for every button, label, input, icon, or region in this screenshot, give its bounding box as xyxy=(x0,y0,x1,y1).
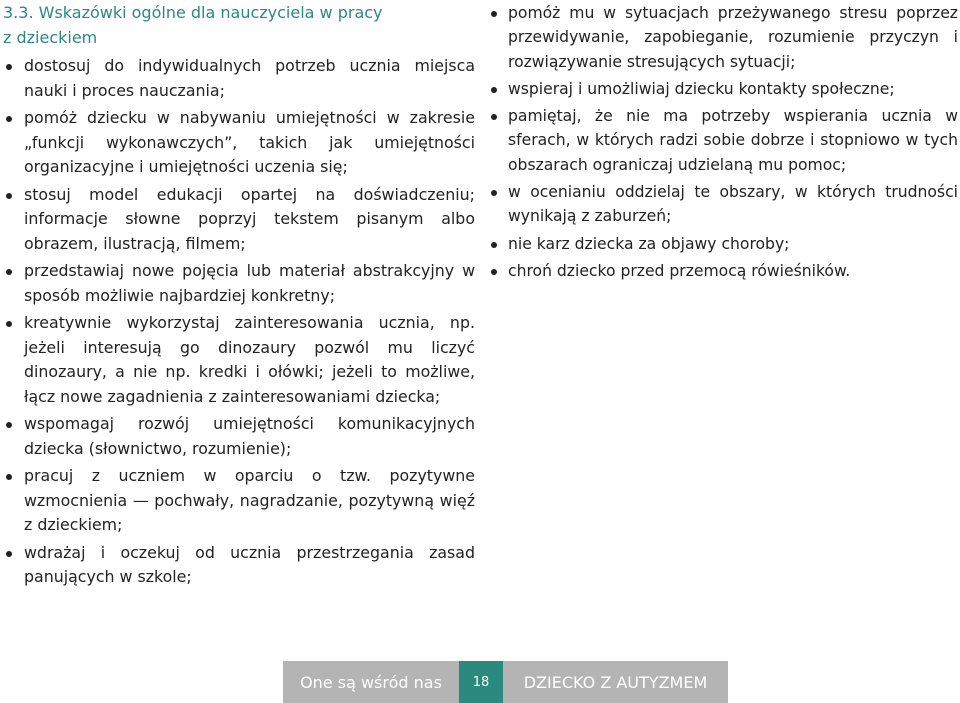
list-item xyxy=(3,54,475,103)
bullet-icon xyxy=(6,321,12,327)
list-item xyxy=(3,259,475,308)
list-item xyxy=(3,412,475,461)
page-number: 18 xyxy=(459,661,503,703)
left-column xyxy=(3,0,475,593)
footer-chapter-title: DZIECKO Z AUTYZMEM xyxy=(503,661,728,703)
bullet-icon xyxy=(491,11,497,17)
page-footer xyxy=(283,661,728,703)
list-item-text: stosuj model edukacji opartej na doświadczeniu; informacje słowne poprzyj tekstem pisanym albo obrazem, ilustracją, filmem; xyxy=(24,184,475,253)
bullet-icon xyxy=(491,242,497,248)
list-item-text: pomóż dziecku w nabywaniu umiejętności w zakresie „funkcji wykonawczych”, takich jak umiejętności organizacyjne i umiejętności uczenia się; xyxy=(24,108,475,176)
list-item-text: wspomagaj rozwój umiejętności komunikacyjnych dziecka (słownictwo, rozumienie); xyxy=(24,414,475,458)
list-item xyxy=(488,77,958,101)
list-item xyxy=(3,311,475,409)
list-item-text: wdrażaj i oczekuj od ucznia przestrzegania zasad panujących w szkole; xyxy=(24,542,475,586)
list-item xyxy=(3,464,475,538)
list-item xyxy=(488,259,958,283)
list-item xyxy=(488,104,958,177)
list-item xyxy=(3,183,475,257)
right-guideline-list xyxy=(488,0,958,283)
bullet-icon xyxy=(6,551,12,557)
list-item xyxy=(488,232,958,256)
bullet-icon xyxy=(6,64,12,70)
list-item-text: dostosuj do indywidualnych potrzeb ucznia miejsca nauki i proces nauczania; xyxy=(24,56,475,100)
list-item-text: nie karz dziecka za objawy choroby; xyxy=(508,234,790,253)
list-item-text: pomóż mu w sytuacjach przeżywanego stresu poprzez przewidywanie, zapobieganie, rozumienie przyczyn i rozwiązywanie stresujących sytuacji; xyxy=(508,4,958,71)
list-item-text: przedstawiaj nowe pojęcia lub materiał abstrakcyjny w sposób możliwie najbardziej konkretny; xyxy=(24,261,475,305)
list-item-text: pracuj z uczniem w oparciu o tzw. pozytywne wzmocnienia — pochwały, nagradzanie, pozytywną więź z dzieckiem; xyxy=(24,466,475,534)
list-item-text: wspieraj i umożliwiaj dziecku kontakty społeczne; xyxy=(508,79,895,98)
list-item-text: chroń dziecko przed przemocą rówieśników. xyxy=(508,261,851,280)
right-column xyxy=(488,0,958,286)
bullet-icon xyxy=(491,269,497,275)
list-item xyxy=(3,106,475,180)
bullet-icon xyxy=(6,474,12,480)
bullet-icon xyxy=(6,269,12,275)
bullet-icon xyxy=(6,116,12,122)
footer-publication-title: One są wśród nas xyxy=(283,661,459,703)
list-item xyxy=(3,541,475,590)
list-item xyxy=(488,180,958,229)
left-guideline-list xyxy=(3,54,475,590)
bullet-icon xyxy=(491,114,497,120)
bullet-icon xyxy=(6,193,12,199)
list-item-text: w ocenianiu oddzielaj te obszary, w których trudności wynikają z zaburzeń; xyxy=(508,183,958,226)
list-item-text: kreatywnie wykorzystaj zainteresowania ucznia, np. jeżeli interesują go dinozaury pozwól mu liczyć dinozaury, a nie np. kredki i ołówki; jeżeli to możliwe, łącz nowe zagadnienia z zainteresowaniami dziecka; xyxy=(24,313,475,406)
bullet-icon xyxy=(491,87,497,93)
list-item-text: pamiętaj, że nie ma potrzeby wspierania ucznia w sferach, w których radzi sobie dobrze i stopniowo w tych obszarach ograniczaj udzielaną mu pomoc; xyxy=(508,107,958,174)
list-item xyxy=(488,1,958,74)
bullet-icon xyxy=(6,422,12,428)
section-heading: 3.3. Wskazówki ogólne dla nauczyciela w pracy z dzieckiem xyxy=(3,3,383,47)
bullet-icon xyxy=(491,190,497,196)
